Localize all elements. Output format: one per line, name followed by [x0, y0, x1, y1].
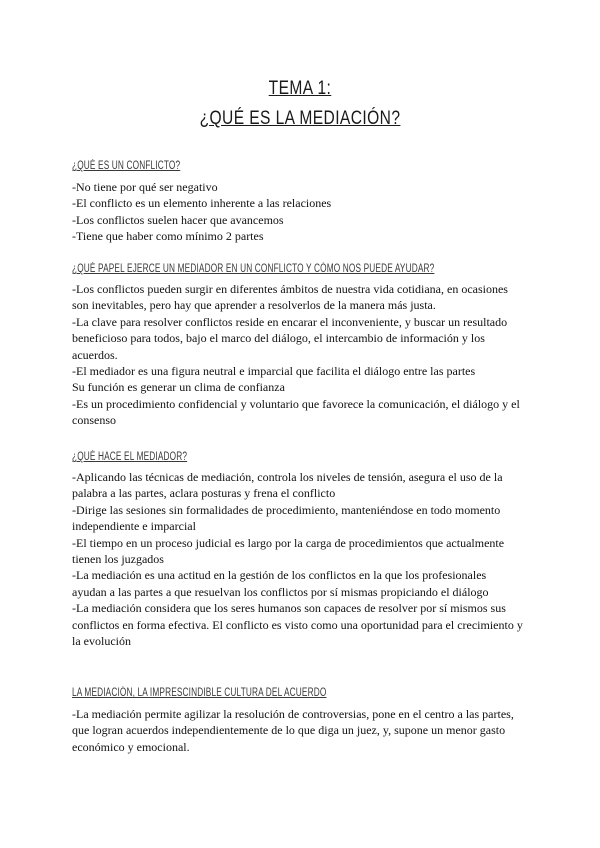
section-body-cultura-acuerdo: [72, 706, 532, 755]
section-heading-cultura-acuerdo: LA MEDIACIÓN, LA IMPRESCINDIBLE CULTURA DEL ACUERDO: [72, 687, 327, 699]
text-line: económico y emocional.: [72, 739, 190, 754]
section-heading-conflicto: ¿QUÉ ES UN CONFLICTO?: [72, 160, 181, 172]
page-title-line-1: TEMA 1:: [268, 78, 332, 99]
text-line: -Es un procedimiento confidencial y voluntario que favorece la comunicación, el diálogo y el: [72, 396, 520, 411]
text-line: son inevitables, pero hay que aprender a resolverlos de la manera más justa.: [72, 298, 436, 313]
text-line: -La mediación considera que los seres humanos son capaces de resolver por sí mismos sus: [72, 601, 506, 616]
text-line: Su función es generar un clima de confianza: [72, 380, 285, 395]
section-body-que-hace: [72, 469, 532, 649]
section-heading-papel-mediador: ¿QUÉ PAPEL EJERCE UN MEDIADOR EN UN CONFLICTO Y CÓMO NOS PUEDE AYUDAR?: [72, 263, 435, 275]
page-title-line-2: ¿QUÉ ES LA MEDIACIÓN?: [199, 108, 401, 129]
text-line: beneficioso para todos, bajo el marco del diálogo, el intercambio de información y los: [72, 331, 485, 346]
text-line: -El conflicto es un elemento inherente a las relaciones: [72, 196, 332, 211]
text-line: -Los conflictos pueden surgir en diferentes ámbitos de nuestra vida cotidiana, en ocasiones: [72, 282, 508, 296]
text-line: tienen los juzgados: [72, 552, 164, 567]
text-line: palabra a las partes, aclara posturas y frena el conflicto: [72, 486, 336, 501]
section-heading-que-hace: ¿QUÉ HACE EL MEDIADOR?: [72, 451, 188, 463]
text-line: independiente e imparcial: [72, 519, 196, 534]
text-line: -La mediación permite agilizar la resolución de controversias, pone en el centro a las partes,: [72, 707, 514, 721]
text-line: -Tiene que haber como mínimo 2 partes: [72, 229, 264, 244]
text-line: -Aplicando las técnicas de mediación, controla los niveles de tensión, asegura el uso de la: [72, 470, 503, 484]
section-body-conflicto: [72, 179, 532, 245]
text-line: acuerdos.: [72, 347, 118, 362]
text-line: -La mediación es una actitud en la gestión de los conflictos en la que los profesionales: [72, 568, 487, 583]
text-line: -Los conflictos suelen hacer que avancemos: [72, 212, 284, 227]
text-line: la evolución: [72, 634, 131, 649]
text-line: -La clave para resolver conflictos reside en encarar el inconveniente, y buscar un resultado: [72, 314, 508, 329]
text-line: conflictos en forma efectiva. El conflicto es visto como una oportunidad para el crecimiento y: [72, 617, 523, 632]
text-line: -No tiene por qué ser negativo: [72, 180, 218, 194]
text-line: consenso: [72, 413, 116, 428]
section-body-papel-mediador: [72, 281, 532, 429]
text-line: -Dirige las sesiones sin formalidades de procedimiento, manteniéndose en todo momento: [72, 502, 501, 517]
text-line: -El tiempo en un proceso judicial es largo por la carga de procedimientos que actualmente: [72, 535, 505, 550]
text-line: que logran acuerdos independientemente de lo que diga un juez, y, supone un menor gasto: [72, 723, 506, 738]
text-line: -El mediador es una figura neutral e imparcial que facilita el diálogo entre las partes: [72, 364, 476, 379]
text-line: ayudan a las partes a que resuelvan los conflictos por sí mismas propiciando el diálogo: [72, 584, 489, 599]
